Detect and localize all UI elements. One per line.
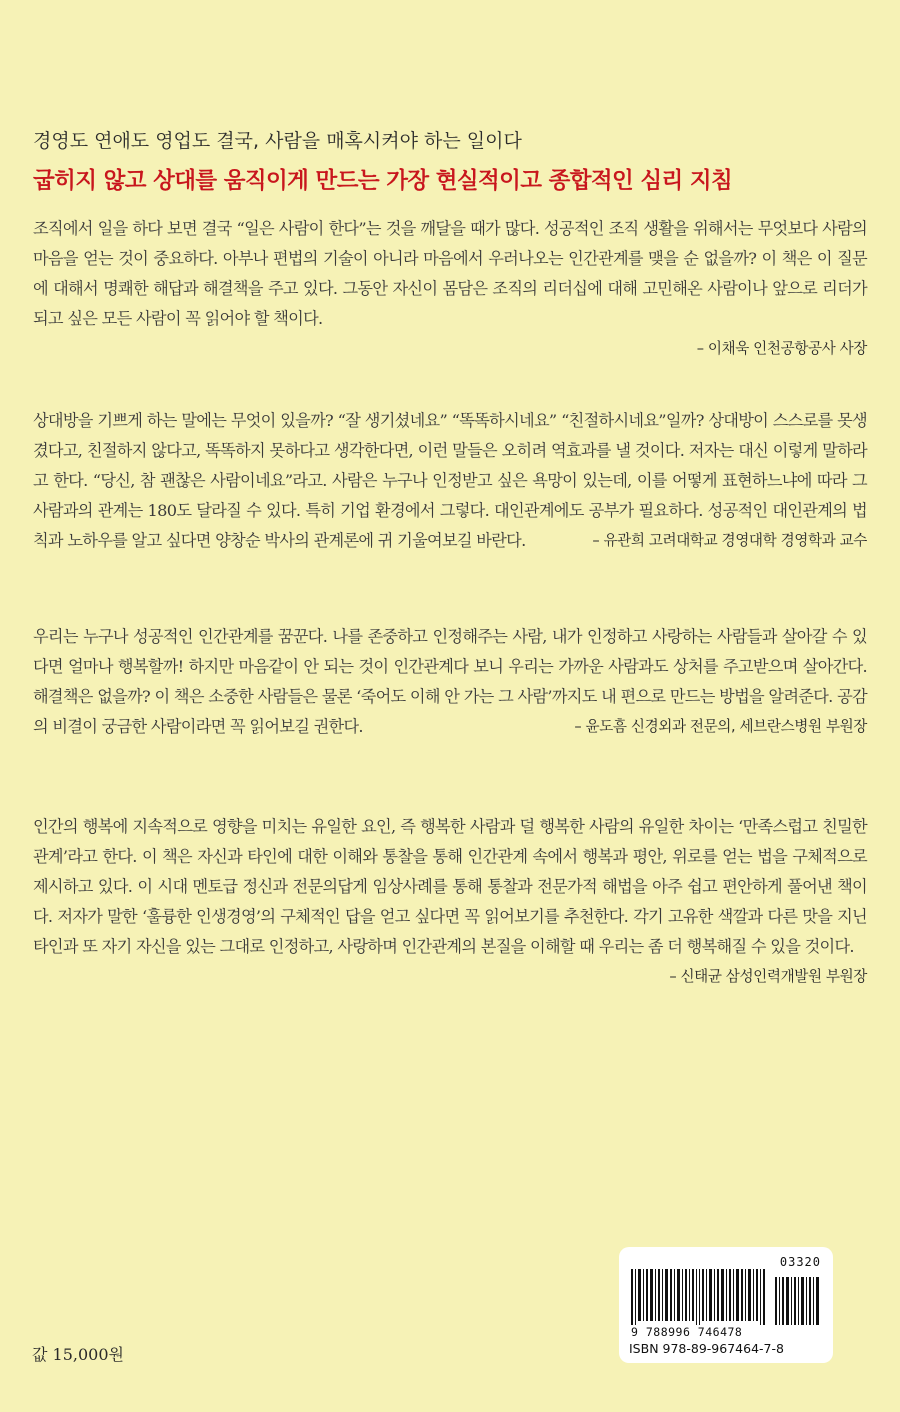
review-attribution: – 윤도흠 신경외과 전문의, 세브란스병원 부원장 — [568, 712, 867, 742]
barcode-addon-number: 03320 — [779, 1255, 821, 1269]
cover-header — [33, 126, 873, 195]
barcode-digits: 9 788996 746478 — [631, 1325, 743, 1339]
review-1 — [33, 214, 867, 364]
review-attribution: – 신태균 삼성인력개발원 부원장 — [669, 968, 867, 985]
tagline: 경영도 연애도 영업도 결국, 사람을 매혹시켜야 하는 일이다 — [33, 130, 522, 152]
price-label: 값 15,000원 — [32, 1345, 124, 1364]
review-text: 인간의 행복에 지속적으로 영향을 미치는 유일한 요인, 즉 행복한 사람과 덜 행복한 사람의 유일한 차이는 ‘만족스럽고 친밀한 관계’라고 한다. 이 책은 자신과 타인에 대한 이해와 통찰을 통해 인간관계 속에서 행복과 평안, 위로를 얻는 법을 구체적으로 제시하고 있다. 이 시대 멘토급 정신과 전문의답게 임상사례를 통해 통찰과 전문가적 해법을 아주 쉽고 편안하게 풀어낸 책이다. 저자가 말한 ‘훌륭한 인생경영’의 구체적인 답을 얻고 싶다면 꼭 읽어보기를 추천한다. 각기 고유한 색깔과 다른 맛을 지닌 타인과 또 자기 자신을 있는 그대로 인정하고, 사랑하며 인간관계의 본질을 이해할 때 우리는 좀 더 행복해질 수 있을 것이다. — [33, 817, 867, 956]
review-attribution: – 유관희 고려대학교 경영대학 경영학과 교수 — [586, 526, 867, 556]
review-3 — [33, 622, 867, 742]
headline: 굽히지 않고 상대를 움직이게 만드는 가장 현실적이고 종합적인 심리 지침 — [33, 168, 733, 194]
isbn-barcode-box — [619, 1247, 833, 1363]
review-attribution: – 이채욱 인천공항공사 사장 — [696, 340, 867, 357]
isbn-number: ISBN 978-89-967464-7-8 — [629, 1341, 784, 1356]
review-text: 우리는 누구나 성공적인 인간관계를 꿈꾼다. 나를 존중하고 인정해주는 사람, 내가 인정하고 사랑하는 사람들과 살아갈 수 있다면 얼마나 행복할까! 하지만 마음같이 안 되는 것이 인간관계다 보니 우리는 가까운 사람과도 상처를 주고받으며 살아간다. 해결책은 없을까? 이 책은 소중한 사람들은 물론 ‘죽어도 이해 안 가는 그 사람’까지도 내 편으로 만드는 방법을 알려준다. 공감의 비결이 궁금한 사람이라면 꼭 읽어보길 권한다. — [33, 627, 867, 736]
review-text: 조직에서 일을 하다 보면 결국 “일은 사람이 한다”는 것을 깨달을 때가 많다. 성공적인 조직 생활을 위해서는 무엇보다 사람의 마음을 얻는 것이 중요하다. 아부나 편법의 기술이 아니라 마음에서 우러나오는 인간관계를 맺을 순 없을까? 이 책은 이 질문에 대해서 명쾌한 해답과 해결책을 주고 있다. 그동안 자신이 몸담은 조직의 리더십에 대해 고민해온 사람이나 앞으로 리더가 되고 싶은 모든 사람이 꼭 읽어야 할 책이다. — [33, 219, 867, 328]
barcode-icon — [629, 1269, 823, 1325]
review-text: 상대방을 기쁘게 하는 말에는 무엇이 있을까? “잘 생기셨네요” “똑똑하시네요” “친절하시네요”일까? 상대방이 스스로를 못생겼다고, 친절하지 않다고, 똑똑하지 못하다고 생각한다면, 이런 말들은 오히려 역효과를 낼 것이다. 저자는 대신 이렇게 말하라고 한다. “당신, 참 괜찮은 사람이네요”라고. 사람은 누구나 인정받고 싶은 욕망이 있는데, 이를 어떻게 표현하느냐에 따라 그 사람과의 관계는 180도 달라질 수 있다. 특히 기업 환경에서 그렇다. 대인관계에도 공부가 필요하다. 성공적인 대인관계의 법칙과 노하우를 알고 싶다면 양창순 박사의 관계론에 귀 기울여보길 바란다. — [33, 411, 867, 550]
review-4 — [33, 812, 867, 992]
review-2 — [33, 406, 867, 556]
